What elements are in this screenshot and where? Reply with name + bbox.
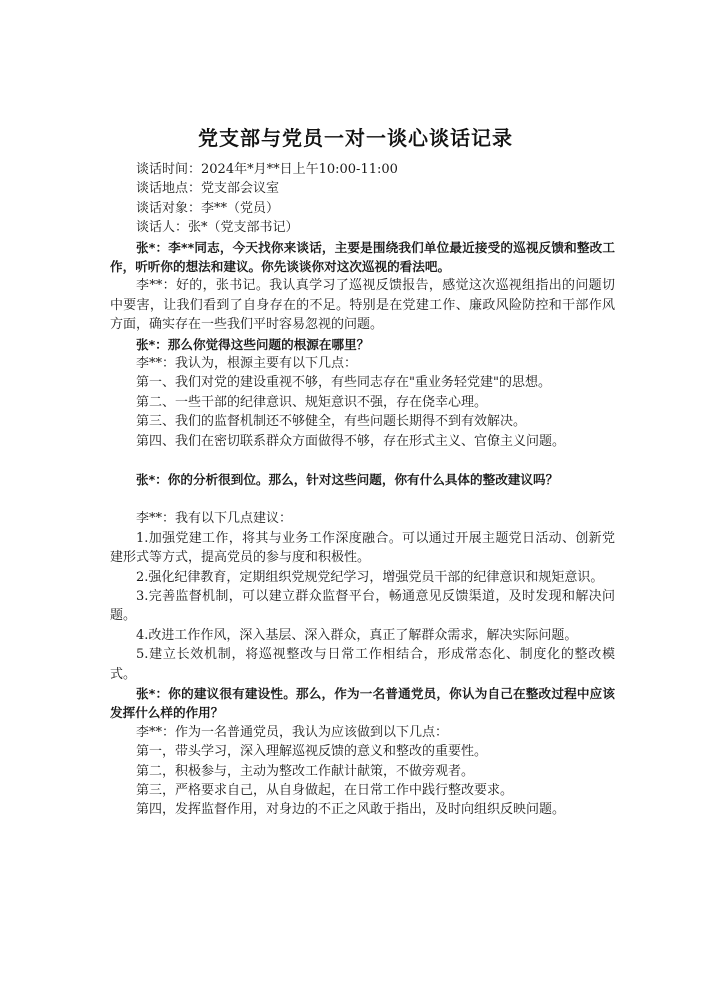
meta-speaker: 谈话人：张*（党支部书记） <box>136 220 299 236</box>
meta-time: 谈话时间：2024年*月**日上午10:00-11:00 <box>136 162 398 177</box>
answer-3: 李**：我有以下几点建议： <box>136 511 293 527</box>
document-title: 党支部与党员一对一谈心谈话记录 <box>198 126 513 150</box>
answer-3-item-5: 5.建立长效机制，将巡视整改与日常工作相结合，形成常态化、制度化的整改模式。 <box>110 647 615 682</box>
answer-2-item-1: 第一、我们对党的建设重视不够，有些同志存在"重业务轻党建"的思想。 <box>136 375 551 391</box>
spacer <box>110 490 615 509</box>
answer-4: 李**：作为一名普通党员，我认为应该做到以下几点： <box>136 724 449 740</box>
question-1: 张*：李**同志，今天找你来谈话，主要是围绕我们单位最近接受的巡视反馈和整改工作，听听你的想法和建议。你先谈谈你对这次巡视的看法吧。 <box>110 239 615 275</box>
question-3: 张*：你的分析很到位。那么，针对这些问题，你有什么具体的整改建议吗？ <box>136 472 559 488</box>
document-body <box>110 160 615 820</box>
meta-place: 谈话地点：党支部会议室 <box>136 181 280 197</box>
answer-3-item-2: 2.强化纪律教育，定期组织党规党纪学习，增强党员干部的纪律意识和规矩意识。 <box>136 569 604 585</box>
answer-2-item-3: 第三、我们的监督机制还不够健全，有些问题长期得不到有效解决。 <box>136 414 527 430</box>
answer-1: 李**：好的，张书记。我认真学习了巡视反馈报告，感觉这次巡视组指出的问题切中要害，让我们看到了自身存在的不足。特别是在党建工作、廉政风险防控和干部作风方面，确实存在一些我们平时容易忽视的问题。 <box>110 278 615 333</box>
answer-4-item-3: 第三，严格要求自己，从自身做起，在日常工作中践行整改要求。 <box>136 782 514 798</box>
answer-4-item-4: 第四，发挥监督作用，对身边的不正之风敢于指出，及时向组织反映问题。 <box>136 802 566 818</box>
answer-2-item-2: 第二、一些干部的纪律意识、规矩意识不强，存在侥幸心理。 <box>136 394 488 410</box>
answer-4-item-1: 第一，带头学习，深入理解巡视反馈的意义和整改的重要性。 <box>136 744 488 760</box>
answer-3-item-4: 4.改进工作作风，深入基层、深入群众，真正了解群众需求，解决实际问题。 <box>136 627 578 643</box>
answer-3-item-3: 3.完善监督机制，可以建立群众监督平台，畅通意见反馈渠道，及时发现和解决问题。 <box>110 588 615 624</box>
answer-2: 李**：我认为，根源主要有以下几点： <box>136 356 358 372</box>
spacer <box>110 451 615 470</box>
meta-target: 谈话对象：李**（党员） <box>136 200 280 216</box>
question-2: 张*：那么你觉得这些问题的根源在哪里？ <box>136 336 370 352</box>
answer-4-item-2: 第二，积极参与，主动为整改工作献计献策，不做旁观者。 <box>136 763 475 779</box>
answer-3-item-1: 1.加强党建工作，将其与业务工作深度融合。可以通过开展主题党日活动、创新党建形式等方式，提高党员的参与度和积极性。 <box>110 530 615 566</box>
answer-2-item-4: 第四、我们在密切联系群众方面做得不够，存在形式主义、官僚主义问题。 <box>136 433 566 449</box>
question-4: 张*：你的建议很有建设性。那么，作为一名普通党员，你认为自己在整改过程中应该发挥什么样的作用？ <box>110 685 615 721</box>
